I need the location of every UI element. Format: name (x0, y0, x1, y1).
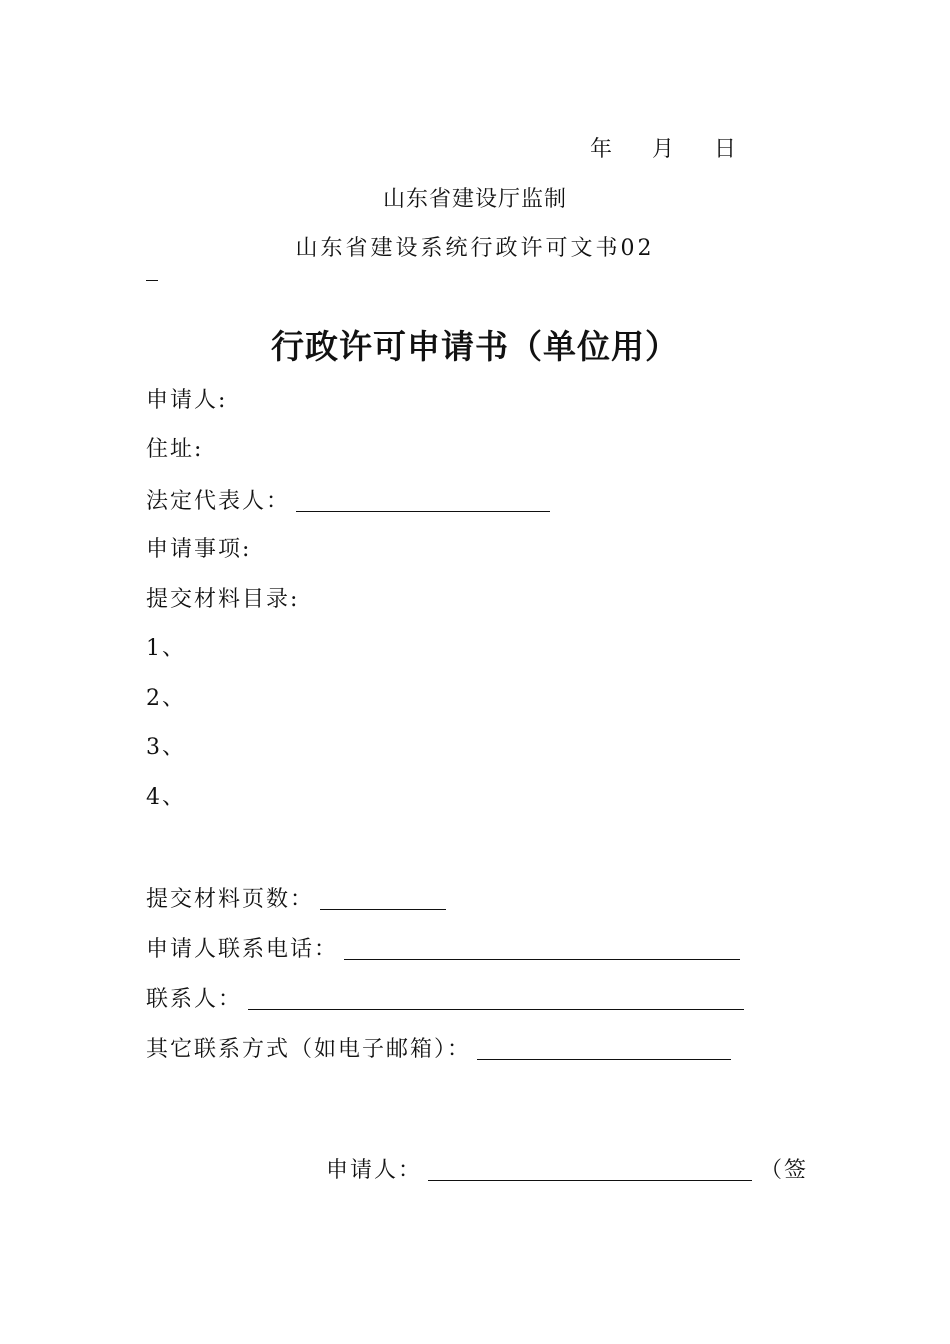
supervision-text: 山东省建设厅监制 (382, 187, 567, 212)
dash-mark (146, 280, 158, 282)
other-contact-input-line[interactable] (477, 1041, 731, 1060)
page-title: 行政许可申请书（单位用） (271, 327, 679, 366)
signature-label: 申请人： (326, 1158, 423, 1183)
material-item-3: 3、 (146, 735, 186, 760)
materials-list-label: 提交材料目录: (146, 587, 300, 612)
date-month-label: 月 (652, 137, 675, 162)
date-year-label: 年 (590, 137, 613, 162)
pages-row (146, 887, 446, 911)
material-item-2: 2、 (146, 686, 186, 711)
legal-rep-input-line[interactable] (296, 493, 550, 512)
contact-input-line[interactable] (248, 991, 744, 1010)
pages-label: 提交材料页数： (146, 887, 315, 912)
phone-label: 申请人联系电话： (146, 937, 339, 962)
signature-input-line[interactable] (428, 1162, 752, 1181)
signature-row (326, 1158, 808, 1182)
contact-label: 联系人： (146, 987, 243, 1012)
contact-row (146, 987, 744, 1011)
material-item-4: 4、 (146, 785, 186, 810)
material-item-1: 1、 (146, 636, 186, 661)
date-line (590, 139, 736, 161)
other-contact-row (146, 1037, 731, 1061)
pages-input-line[interactable] (320, 891, 446, 910)
phone-row (146, 937, 740, 961)
phone-input-line[interactable] (344, 941, 740, 960)
other-contact-label: 其它联系方式（如电子邮箱）： (146, 1037, 472, 1062)
application-item-label: 申请事项: (146, 537, 252, 562)
document-number: 山东省建设系统行政许可文书02 (295, 236, 655, 261)
address-field-label: 住址: (146, 437, 204, 462)
signature-suffix: （签 (760, 1158, 809, 1183)
date-day-label: 日 (714, 137, 737, 162)
legal-rep-label: 法定代表人： (146, 489, 291, 514)
applicant-field-label: 申请人: (146, 388, 228, 413)
legal-rep-row (146, 489, 550, 513)
